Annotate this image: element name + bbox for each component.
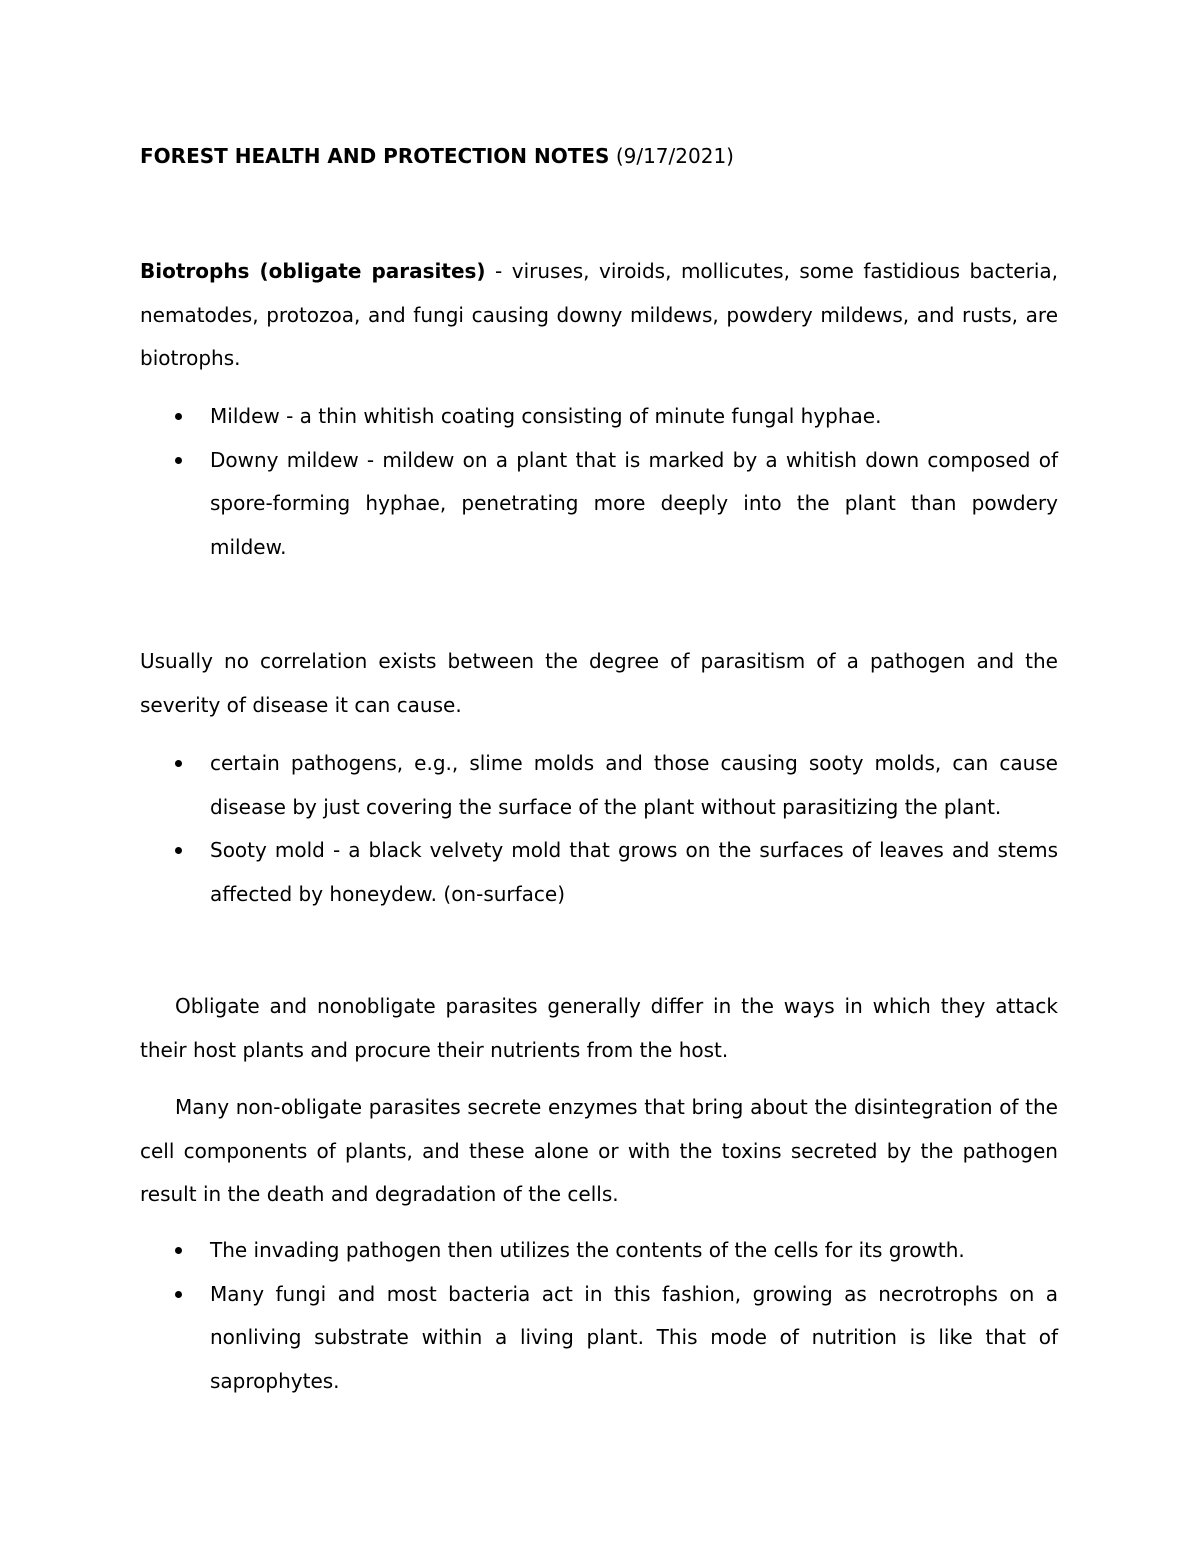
list-item-text: Many fungi and most bacteria act in this fashion, growing as necrotrophs on a nonliving substrate within a living plant. This mode of nutrition is like that of saprophytes. bbox=[210, 1281, 1058, 1393]
biotrophs-text: - viruses, viroids, mollicutes, some fastidious bacteria, nematodes, protozoa, and fungi causing downy mildews, powdery mildews, and rusts, are biotrophs. bbox=[140, 259, 1058, 370]
list-item bbox=[140, 829, 1058, 916]
list-item bbox=[140, 439, 1058, 570]
title-bold: FOREST HEALTH AND PROTECTION NOTES bbox=[140, 144, 610, 168]
bullet-icon bbox=[175, 457, 182, 464]
bullet-icon bbox=[175, 1247, 182, 1254]
biotrophs-paragraph bbox=[140, 250, 1058, 381]
title-date: (9/17/2021) bbox=[615, 144, 734, 168]
list-item bbox=[140, 1273, 1058, 1404]
biotrophs-lead: Biotrophs (obligate parasites) bbox=[140, 259, 486, 283]
bullet-icon bbox=[175, 760, 182, 767]
obligate-paragraph: Obligate and nonobligate parasites generally differ in the ways in which they attack their host plants and procure their nutrients from the host. bbox=[140, 994, 1058, 1062]
bullet-icon bbox=[175, 413, 182, 420]
list-item-text: Mildew - a thin whitish coating consisting of minute fungal hyphae. bbox=[210, 404, 882, 428]
enzymes-paragraph: Many non-obligate parasites secrete enzymes that bring about the disintegration of the cell components of plants, and these alone or with the toxins secreted by the pathogen result in the death and degradation of the cells. bbox=[140, 1095, 1058, 1206]
bullet-icon bbox=[175, 847, 182, 854]
necrotroph-bullet-list bbox=[140, 1229, 1058, 1403]
document-title bbox=[140, 141, 734, 171]
list-item-text: Sooty mold - a black velvety mold that grows on the surfaces of leaves and stems affected by honeydew. (on-surface) bbox=[210, 838, 1058, 906]
list-item bbox=[140, 1229, 1058, 1273]
mildew-bullet-list bbox=[140, 395, 1058, 569]
bullet-icon bbox=[175, 1291, 182, 1298]
list-item-text: Downy mildew - mildew on a plant that is marked by a whitish down composed of spore-forming hyphae, penetrating more deeply into the plant than powdery mildew. bbox=[210, 447, 1058, 559]
list-item-text: The invading pathogen then utilizes the contents of the cells for its growth. bbox=[210, 1238, 965, 1262]
correlation-paragraph: Usually no correlation exists between the degree of parasitism of a pathogen and the severity of disease it can cause. bbox=[140, 649, 1058, 717]
pathogen-bullet-list bbox=[140, 742, 1058, 916]
list-item-text: certain pathogens, e.g., slime molds and those causing sooty molds, can cause disease by just covering the surface of the plant without parasitizing the plant. bbox=[210, 751, 1058, 819]
list-item bbox=[140, 742, 1058, 829]
list-item bbox=[140, 395, 1058, 439]
